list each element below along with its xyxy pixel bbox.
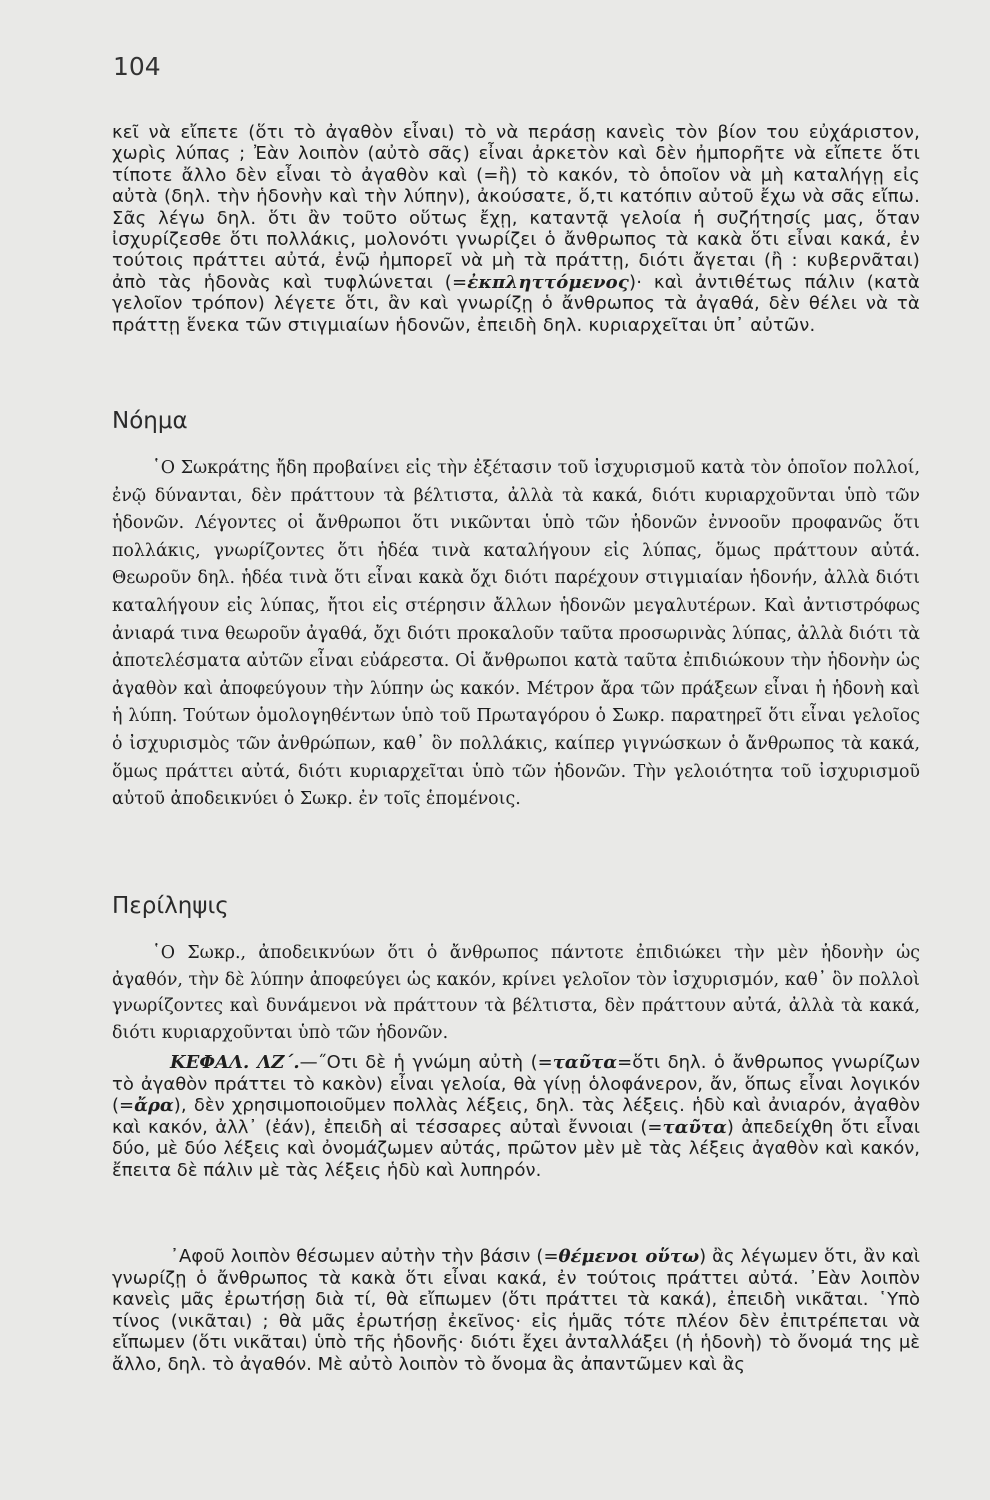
- chapter-label: ΚΕΦΑΛ. ΛΖ΄.: [170, 1052, 300, 1073]
- paragraph-4-text-a: —˝Οτι δὲ ἡ γνώμη αὐτὴ (=: [299, 1052, 553, 1073]
- paragraph-1-text: κεῖ νὰ εἴπετε (ὅτι τὸ ἀγαθὸν εἶναι) τὸ νὰ περάσῃ κανεὶς τὸν βίον του εὐχάριστον, χωρὶς λύπας ; Ἐὰν λοιπὸν (αὐτὸ σᾶς) εἶναι ἀρκετὸν καὶ δὲν ἠμπορῆτε νὰ εἴπετε ὅτι τίποτε ἄλλο δὲν εἶναι τὸ ἀγαθὸν καὶ (=ἢ) τὸ κακόν, τὸ ὁποῖον νὰ μὴ καταλήγῃ εἰς αὐτὰ (δηλ. τὴν ἡδονὴν καὶ τὴν λύπην), ἀκούσατε, ὅ,τι κατόπιν αὐτοῦ ἔχω νὰ σᾶς εἴπω. Σᾶς λέγω δηλ. ὅτι ἂν τοῦτο οὕτως ἔχῃ, καταντᾷ γελοία ἡ συζήτησίς μας, ὅταν ἰσχυρίζεσθε ὅτι πολλάκις, μολονότι γνωρίζει ὁ ἄνθρωπος τὰ κακὰ ὅτι εἶναι κακά, ἐν τούτοις πράττει αὐτά, ἐνῷ ἠμπορεῖ νὰ μὴ τὰ πράττῃ, διότι ἄγεται (ἢ : κυβερνᾶται) ἀπὸ τὰς ἡδονὰς καὶ τυφλώνεται (=: [112, 122, 920, 293]
- paragraph-meaning: ῾Ο Σωκράτης ἤδη προβαίνει εἰς τὴν ἐξέτασιν τοῦ ἰσχυρισμοῦ κατὰ τὸν ὁποῖον πολλοί, ἐνῷ δύνανται, δὲν πράττουν τὰ βέλτιστα, ἀλλὰ τὰ κακά, διότι κυριαρχοῦνται ὑπὸ τῶν ἡδονῶν. Λέγοντες οἱ ἄνθρωποι ὅτι νικῶνται ὑπὸ τῶν ἡδονῶν ἐννοοῦν προφανῶς ὅτι πολλάκις, γνωρίζοντες ὅτι ἡδέα τινὰ καταλήγουν εἰς λύπας, ὅμως πράττουν αὐτά. Θεωροῦν δηλ. ἡδέα τινὰ ὅτι εἶναι κακὰ ὄχι διότι παρέχουν στιγμιαίαν ἡδονήν, ἀλλὰ διότι καταλήγουν εἰς λύπας, ἤτοι εἰς στέρησιν ἄλλων ἡδονῶν μεγαλυτέρων. Καὶ ἀντιστρόφως ἀνιαρά τινα θεωροῦν ἀγαθά, ὄχι διότι προκαλοῦν ταῦτα προσωρινὰς λύπας, ἀλλὰ διότι τὰ ἀποτελέσματα αὐτῶν εἶναι εὐάρεστα. Οἱ ἄνθρωποι κατὰ ταῦτα ἐπιδιώκουν τὴν ἡδονὴν ὡς ἀγαθὸν καὶ ἀποφεύγουν τὴν λύπην ὡς κακόν. Μέτρον ἄρα τῶν πράξεων εἶναι ἡ ἡδονὴ καὶ ἡ λύπη. Τούτων ὁμολογηθέντων ὑπὸ τοῦ Πρωταγόρου ὁ Σωκρ. παρατηρεῖ ὅτι εἶναι γελοῖος ὁ ἰσχυρισμὸς τῶν ἀνθρώπων, καθ᾽ ὃν πολλάκις, καίπερ γιγνώσκων ὁ ἄνθρωπος τὰ κακά, ὅμως πράττει αὐτά, διότι κυριαρχεῖται ὑπὸ τῶν ἡδονῶν. Τὴν γελοιότητα τοῦ ἰσχυρισμοῦ αὐτοῦ ἀποδεικνύει ὁ Σωκρ. ἐν τοῖς ἑπομένοις.: [112, 458, 920, 810]
- paragraph-4-gloss-3: ταῦτα: [662, 1116, 727, 1138]
- paragraph-translation-1: [112, 122, 920, 336]
- section-heading-meaning: Νόημα: [112, 408, 188, 434]
- paragraph-4-gloss-1: ταῦτα: [552, 1052, 618, 1073]
- paragraph-1-text-end: )· καὶ ἀντιθέτως πάλιν (κατὰ γελοῖον τρόπον) λέγετε ὅτι, ἂν καὶ γνωρίζῃ ὁ ἄνθρωπος τὰ ἀγαθά, δὲν θέλει νὰ τὰ πράττῃ ἕνεκα τῶν στιγμιαίων ἡδονῶν, ἐπειδὴ δηλ. κυριαρχεῖται ὑπ᾽ αὐτῶν.: [112, 271, 920, 336]
- page-number: 104: [113, 52, 161, 81]
- paragraph-4-text-b: =ὅτι δηλ. ὁ ἄνθρωπος γνωρίζων τὸ ἀγαθὸν πράττει τὸ κακὸν) εἶναι γελοία, θὰ γίνῃ ὁλοφάνερον, ἄν, ὅπως εἶναι λογικόν (=: [112, 1052, 921, 1116]
- paragraph-1-gloss: ἐκπληττόμενος: [467, 271, 630, 293]
- paragraph-chapter-37: [112, 1052, 920, 1181]
- section-heading-summary: Περίληψις: [112, 893, 229, 919]
- paragraph-4-gloss-2: ἄρα: [134, 1095, 174, 1116]
- paragraph-4-text-d: ) ἀπεδείχθη ὅτι εἶναι δύο, μὲ δύο λέξεις καὶ ὀνομάζωμεν αὐτάς, πρῶτον μὲν μὲ τὰς λέξεις ἀγαθὸν καὶ κακόν, ἔπειτα δὲ πάλιν μὲ τὰς λέξεις ἡδὺ καὶ λυπηρόν.: [112, 1116, 920, 1181]
- paragraph-5-gloss: θέμενοι οὕτω: [558, 1246, 700, 1267]
- paragraph-4-text-c: ), δὲν χρησιμοποιοῦμεν πολλὰς λέξεις, δηλ. τὰς λέξεις. ἡδὺ καὶ ἀνιαρόν, ἀγαθὸν καὶ κακόν, ἀλλ᾽ (ἐάν), ἐπειδὴ αἱ τέσσαρες αὐταὶ ἔννοιαι (=: [112, 1095, 920, 1138]
- paragraph-continuation: [112, 1246, 920, 1375]
- paragraph-5-text-a: ᾽Αφοῦ λοιπὸν θέσωμεν αὐτὴν τὴν βάσιν (=: [170, 1246, 559, 1267]
- paragraph-summary: ῾Ο Σωκρ., ἀποδεικνύων ὅτι ὁ ἄνθρωπος πάντοτε ἐπιδιώκει τὴν μὲν ἡδονὴν ὡς ἀγαθόν, τὴν δὲ λύπην ἀποφεύγει ὡς κακόν, κρίνει γελοῖον τὸν ἰσχυρισμόν, καθ᾽ ὃν πολλοὶ γνωρίζοντες καὶ δυνάμενοι νὰ πράττουν τὰ βέλτιστα, δὲν πράττουν αὐτά, ἀλλὰ τὰ κακά, διότι κυριαρχοῦνται ὑπὸ τῶν ἡδονῶν.: [112, 943, 920, 1043]
- paragraph-5-text-b: ) ἂς λέγωμεν ὅτι, ἂν καὶ γνωρίζῃ ὁ ἄνθρωπος τὰ κακὰ ὅτι εἶναι κακά, ἐν τούτοις πράττει αὐτά. ᾽Εὰν λοιπὸν κανεὶς μᾶς ἐρωτήσῃ διὰ τί, θὰ εἴπωμεν (ὅτι πράττει τὰ κακά), ἐπειδὴ νικᾶται. ῾Υπὸ τίνος (νικᾶται) ; θὰ μᾶς ἐρωτήσῃ ἐκεῖνος· εἰς ἡμᾶς τότε πλέον δὲν ἐπιτρέπεται νὰ εἴπωμεν (ὅτι νικᾶται) ὑπὸ τῆς ἡδονῆς· διότι ἔχει ἀνταλλάξει (ἡ ἡδονὴ) τὸ ὄνομά της μὲ ἄλλο, δηλ. τὸ ἀγαθόν. Μὲ αὐτὸ λοιπὸν τὸ ὄνομα ἂς ἀπαντῶμεν καὶ ἂς: [112, 1246, 920, 1375]
